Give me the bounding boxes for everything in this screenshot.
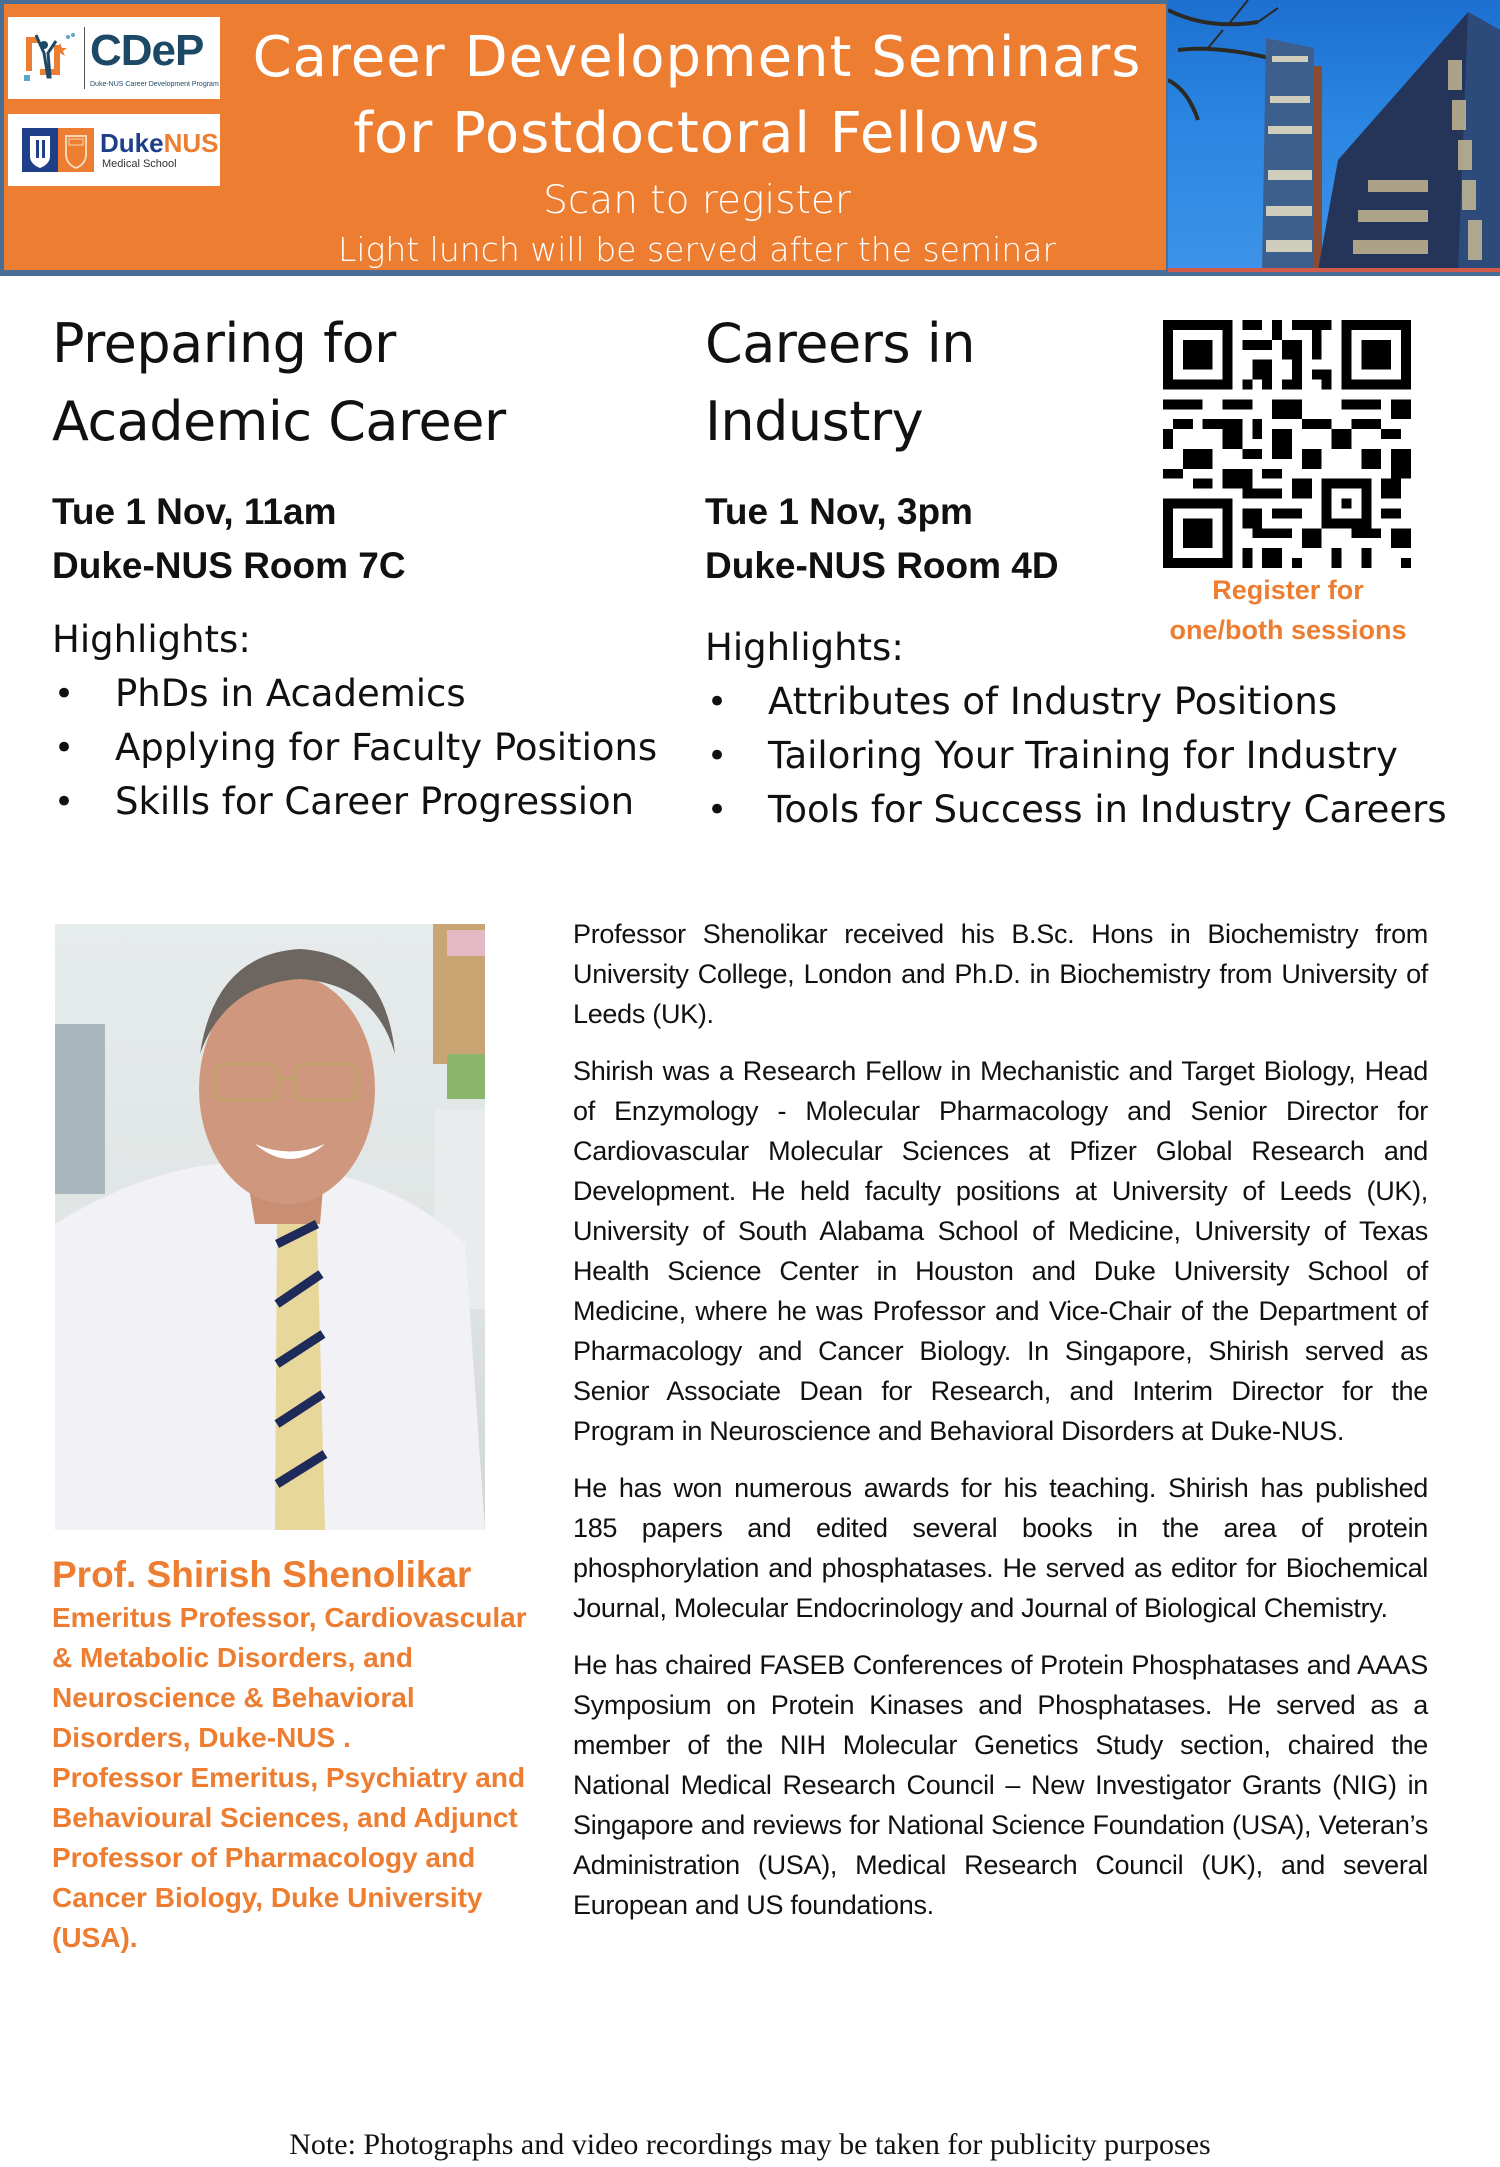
speaker-title-line: & Metabolic Disorders, and	[52, 1642, 413, 1673]
bullet-icon: •	[707, 736, 728, 776]
cdep-wordmark: CDeP	[90, 26, 204, 75]
highlights-list	[705, 675, 1445, 837]
duke-shield-icon	[22, 128, 58, 172]
cdep-subtitle: Duke-NUS Career Development Program	[90, 81, 219, 88]
banner-title-line1: Career Development Seminars	[252, 25, 1142, 90]
speaker-title-line: Professor Emeritus, Psychiatry and	[52, 1762, 526, 1793]
highlight-item: • Tools for Success in Industry Careers	[705, 783, 1445, 837]
cdep-logo	[8, 17, 220, 99]
speaker-bio	[573, 914, 1428, 1942]
highlights-list	[52, 667, 672, 829]
publicity-note: Note: Photographs and video recordings may be taken for publicity purposes	[289, 2128, 1211, 2161]
dukenus-logo	[8, 114, 220, 186]
bio-paragraph-education: Professor Shenolikar received his B.Sc. Hons in Biochemistry from University College, London and Ph.D. in Biochemistry from University of Leeds (UK).	[573, 919, 1428, 1029]
register-note: Register for one/both sessions	[1169, 575, 1407, 645]
banner-title-line2: for Postdoctoral Fellows	[353, 101, 1041, 166]
speaker-title-line: Disorders, Duke-NUS .	[52, 1722, 351, 1753]
bullet-icon: •	[707, 790, 728, 830]
bullet-icon: •	[707, 682, 728, 722]
session-datetime: Tue 1 Nov, 11am	[52, 491, 337, 532]
highlight-item: • PhDs in Academics	[52, 667, 672, 721]
speaker-name: Prof. Shirish Shenolikar	[52, 1554, 472, 1595]
bullet-icon: •	[54, 728, 75, 768]
city-buildings-photo	[1168, 0, 1500, 270]
highlight-item: • Skills for Career Progression	[52, 775, 672, 829]
highlight-item: • Attributes of Industry Positions	[705, 675, 1445, 729]
session-title: Careers in Industry	[705, 312, 975, 453]
nus-crest-icon	[58, 128, 94, 172]
session-venue: Duke-NUS Room 4D	[705, 545, 1059, 586]
speaker-title-line: Emeritus Professor, Cardiovascular	[52, 1602, 527, 1633]
bullet-icon: •	[54, 782, 75, 822]
dukenus-wordmark: DukeNUS	[100, 128, 219, 158]
speaker-info	[52, 1552, 552, 1958]
session-meta	[52, 485, 672, 593]
cdep-star-figure-icon	[22, 31, 76, 85]
dukenus-subtitle: Medical School	[102, 158, 177, 170]
scan-to-register-text: Scan to register	[543, 178, 851, 223]
highlight-item: • Applying for Faculty Positions	[52, 721, 672, 775]
session-title: Preparing for Academic Career	[52, 312, 506, 453]
bullet-icon: •	[54, 674, 75, 714]
photo-underline	[1168, 268, 1500, 272]
highlight-item: • Tailoring Your Training for Industry	[705, 729, 1445, 783]
qr-code-icon[interactable]	[1163, 320, 1411, 568]
speaker-title-line: Neuroscience & Behavioral	[52, 1682, 415, 1713]
bio-paragraph-service: He has chaired FASEB Conferences of Protein Phosphatases and AAAS Symposium on Protein Kinases and Phosphatases. He served as a member of the NIH Molecular Genetics Study section, chaired the National Medical Research Council – New Investigator Grants (NIG) in Singapore and reviews for National Science Foundation (USA), Veteran’s Administration (USA), Medical Research Council (UK), and several European and US foundations.	[573, 1650, 1428, 1920]
bio-paragraph-career: Shirish was a Research Fellow in Mechanistic and Target Biology, Head of Enzymology - Molecular Pharmacology and Senior Director for Cardiovascular Molecular Sciences at Pfizer Global Research and Development. He held faculty positions at University of Leeds (UK), University of South Alabama School of Medicine, University of Texas Health Science Center in Houston and Duke University School of Medicine, where he was Professor and Vice-Chair of the Department of Pharmacology and Cancer Biology. In Singapore, Shirish served as Senior Associate Dean for Research, and Interim Director for the Program in Neuroscience and Behavioral Disorders at Duke-NUS.	[573, 1056, 1428, 1446]
highlights-label: Highlights:	[705, 626, 904, 669]
lunch-note: Light lunch will be served after the seminar	[337, 230, 1057, 269]
speaker-title-line: Behavioural Sciences, and Adjunct	[52, 1802, 518, 1833]
banner-title-block	[232, 20, 1162, 272]
session-academic-career	[52, 305, 672, 829]
session-venue: Duke-NUS Room 7C	[52, 545, 406, 586]
bio-paragraph-awards: He has won numerous awards for his teaching. Shirish has published 185 papers and edited several books in the area of protein phosphorylation and phosphatases. He served as editor for Biochemical Journal, Molecular Endocrinology and Journal of Biological Chemistry.	[573, 1473, 1428, 1623]
speaker-portrait-photo	[55, 924, 485, 1530]
session-datetime: Tue 1 Nov, 3pm	[705, 491, 973, 532]
speaker-title-line: Cancer Biology, Duke University	[52, 1882, 483, 1913]
logo-divider	[84, 27, 85, 89]
buildings-illustration	[1168, 0, 1500, 270]
portrait-illustration	[55, 924, 485, 1530]
speaker-title-line: Professor of Pharmacology and	[52, 1842, 476, 1873]
header-banner	[0, 0, 1500, 276]
highlights-label: Highlights:	[52, 618, 251, 661]
speaker-title-line: (USA).	[52, 1922, 138, 1953]
